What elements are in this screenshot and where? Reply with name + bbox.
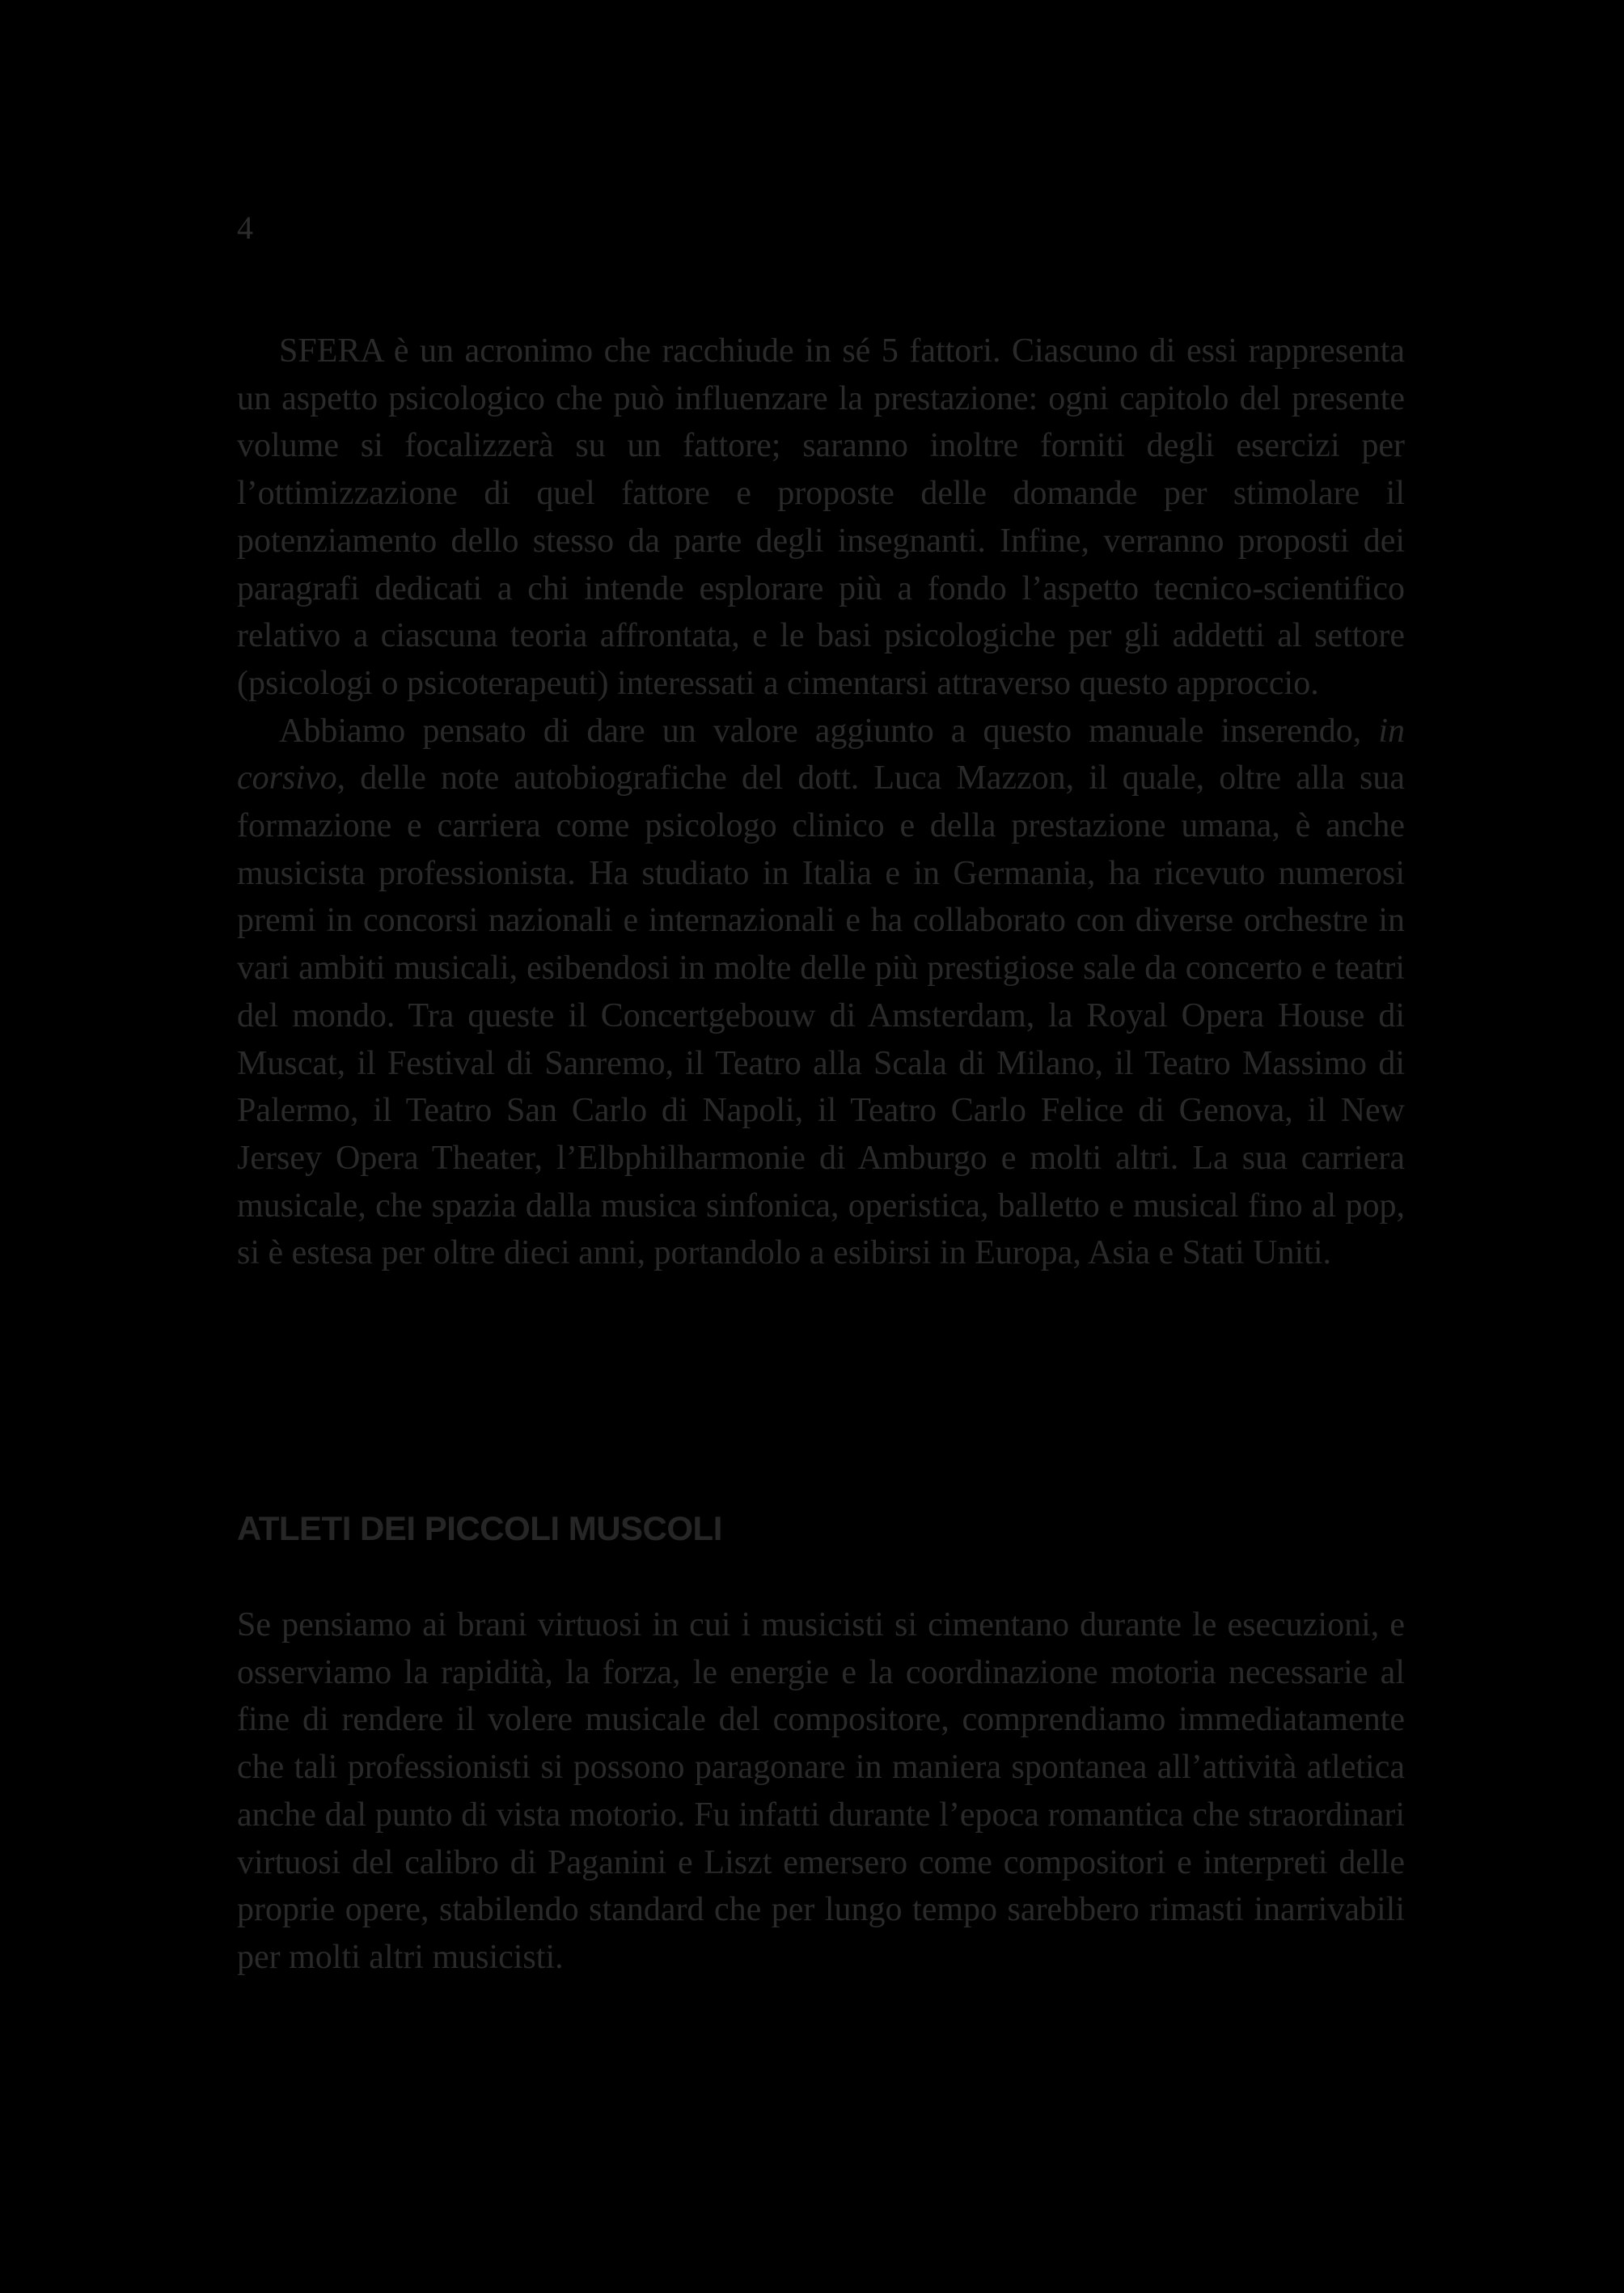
section-paragraph-1: Se pensiamo ai brani virtuosi in cui i musicisti si cimentano durante le esecuzioni, e osserviamo la rapidità, la forza, le energie e la coordinazione motoria necessarie al fine di rendere il volere musicale del compositore, comprendiamo immediatamente che tali professionisti si possono paragonare in maniera spontanea all’attività atletica anche dal punto di vista motorio. Fu infatti durante l’epoca romantica che straordinari virtuosi del calibro di Paganini e Liszt emersero come compositori e interpreti delle proprie opere, stabilendo standard che per lungo tempo sarebbero rimasti inarrivabili per molti altri musicisti. xyxy=(237,1606,1405,1976)
intro-paragraph-1: SFERA è un acronimo che racchiude in sé 5 fattori. Ciascuno di essi rappresenta un aspetto psicologico che può influenzare la prestazione: ogni capitolo del presente volume si focalizzerà su un fattore; saranno inoltre forniti degli esercizi per l’ottimizzazione di quel fattore e proposte delle domande per stimolare il potenziamento dello stesso da parte degli insegnanti. Infine, verranno proposti dei paragrafi dedicati a chi intende esplorare più a fondo l’aspetto tecnico-scientifico relativo a ciascuna teoria affrontata, e le basi psicologiche per gli addetti al settore (psicologi o psicoterapeuti) interessati a cimentarsi attraverso questo approccio. xyxy=(237,332,1405,702)
section-heading: ATLETI DEI PICCOLI MUSCOLI xyxy=(237,1509,722,1547)
section-text-block xyxy=(237,1601,1405,1982)
intro-paragraph-2-start: Abbiamo pensato di dare un valore aggiunto a questo manuale inserendo, xyxy=(279,712,1379,750)
intro-paragraph-2 xyxy=(237,708,1405,1277)
intro-paragraph-2-italic: in corsivo xyxy=(237,712,1405,797)
page-number: 4 xyxy=(237,209,253,246)
intro-paragraph-2-rest: , delle note autobiografiche del dott. Luca Mazzon, il quale, oltre alla sua formazione e carriera come psicologo clinico e della prestazione umana, è anche musicista professionista. Ha studiato in Italia e in Germania, ha ricevuto numerosi premi in concorsi nazionali e internazionali e ha collaborato con diverse orchestre in vari ambiti musicali, esibendosi in molte delle più prestigiose sale da concerto e teatri del mondo. Tra queste il Concertgebouw di Amsterdam, la Royal Opera House di Muscat, il Festival di Sanremo, il Teatro alla Scala di Milano, il Teatro Massimo di Palermo, il Teatro San Carlo di Napoli, il Teatro Carlo Felice di Genova, il New Jersey Opera Theater, l’Elbphilharmonie di Amburgo e molti altri. La sua carriera musicale, che spazia dalla musica sinfonica, operistica, balletto e musical fino al pop, si è estesa per oltre dieci anni, portandolo a esibirsi in Europa, Asia e Stati Uniti. xyxy=(237,759,1405,1272)
intro-text-block xyxy=(237,328,1405,1277)
